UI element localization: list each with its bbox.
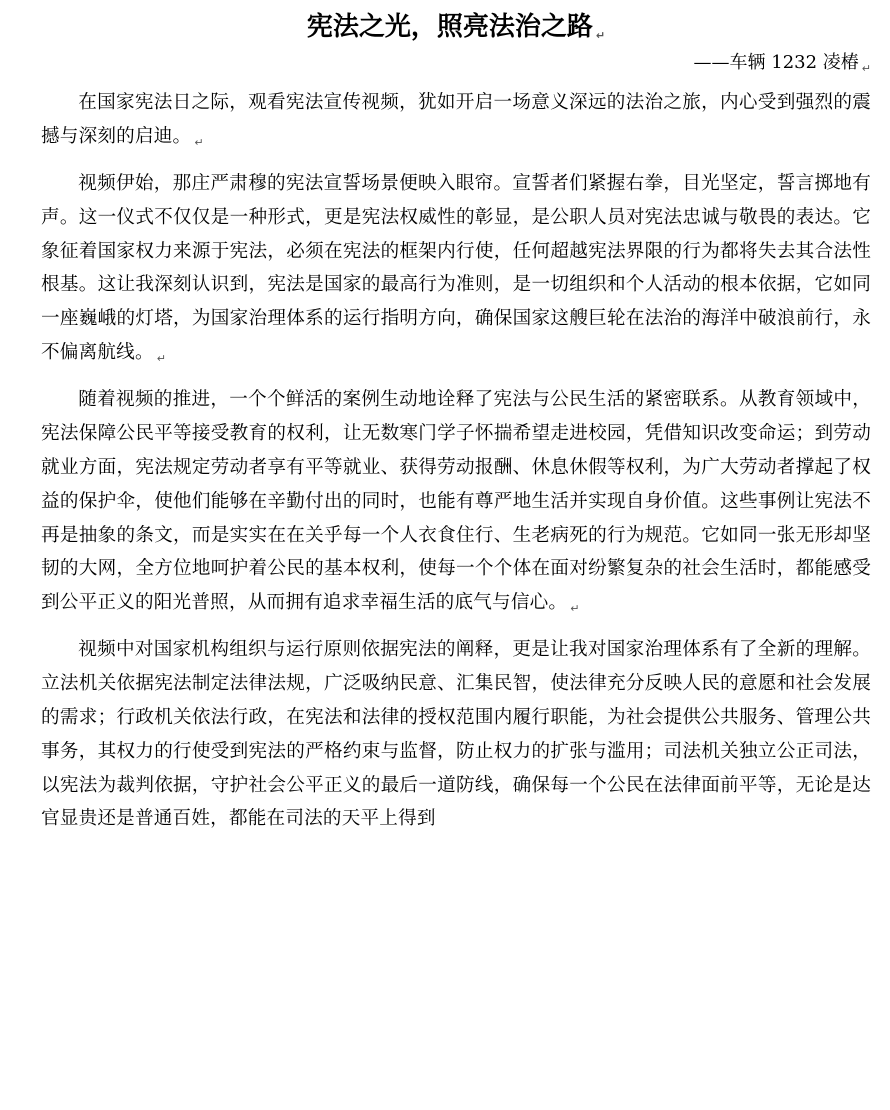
author-text: ——车辆 1232 凌椿: [693, 52, 859, 73]
paragraph-text: 在国家宪法日之际，观看宪法宣传视频，犹如开启一场意义深远的法治之旅，内心受到强烈的震撼与深刻的启迪。: [41, 92, 871, 147]
paragraph-1: [41, 86, 871, 160]
paragraph-3: [41, 383, 871, 626]
paragraph-mark-icon: ↵: [194, 135, 204, 149]
paragraph-mark-icon: ↵: [156, 352, 167, 366]
title-text: 宪法之光，照亮法治之路: [306, 12, 593, 42]
document-title: [41, 12, 871, 46]
paragraph-mark-icon: ↵: [570, 602, 580, 616]
paragraph-2: [41, 167, 871, 376]
paragraph-4: [41, 633, 871, 836]
paragraph-mark-icon: ↵: [595, 29, 606, 42]
paragraph-text: 视频伊始，那庄严肃穆的宪法宣誓场景便映入眼帘。宣誓者们紧握右拳，目光坚定，誓言掷地有声。这一仪式不仅仅是一种形式，更是宪法权威性的彰显，是公职人员对宪法忠诚与敬畏的表达。它象征着国家权力来源于宪法，必须在宪法的框架内行使，任何超越宪法界限的行为都将失去其合法性根基。这让我深刻认识到，宪法是国家的最高行为准则，是一切组织和个人活动的根本依据，它如同一座巍峨的灯塔，为国家治理体系的运行指明方向，确保国家这艘巨轮在法治的海洋中破浪前行，永不偏离航线。: [41, 173, 871, 364]
paragraph-mark-icon: ↵: [861, 62, 871, 75]
paragraph-text: 随着视频的推进，一个个鲜活的案例生动地诠释了宪法与公民生活的紧密联系。从教育领域中，宪法保障公民平等接受教育的权利，让无数寒门学子怀揣希望走进校园，凭借知识改变命运；到劳动就业方面，宪法规定劳动者享有平等就业、获得劳动报酬、休息休假等权利，为广大劳动者撑起了权益的保护伞，使他们能够在辛勤付出的同时，也能有尊严地生活并实现自身价值。这些事例让宪法不再是抽象的条文，而是实实在在关乎每一个人衣食住行、生老病死的行为规范。它如同一张无形却坚韧的大网，全方位地呵护着公民的基本权利，使每一个个体在面对纷繁复杂的社会生活时，都能感受到公平正义的阳光普照，从而拥有追求幸福生活的底气与信心。: [41, 389, 871, 614]
document-page: [41, 0, 871, 836]
document-author: [41, 52, 871, 80]
paragraph-text: 视频中对国家机构组织与运行原则依据宪法的阐释，更是让我对国家治理体系有了全新的理解。立法机关依据宪法制定法律法规，广泛吸纳民意、汇集民智，使法律充分反映人民的意愿和社会发展的需求；行政机关依法行政，在宪法和法律的授权范围内履行职能，为社会提供公共服务、管理公共事务，其权力的行使受到宪法的严格约束与监督，防止权力的扩张与滥用；司法机关独立公正司法，以宪法为裁判依据，守护社会公平正义的最后一道防线，确保每一个公民在法律面前平等，无论是达官显贵还是普通百姓，都能在司法的天平上得到: [41, 639, 871, 830]
